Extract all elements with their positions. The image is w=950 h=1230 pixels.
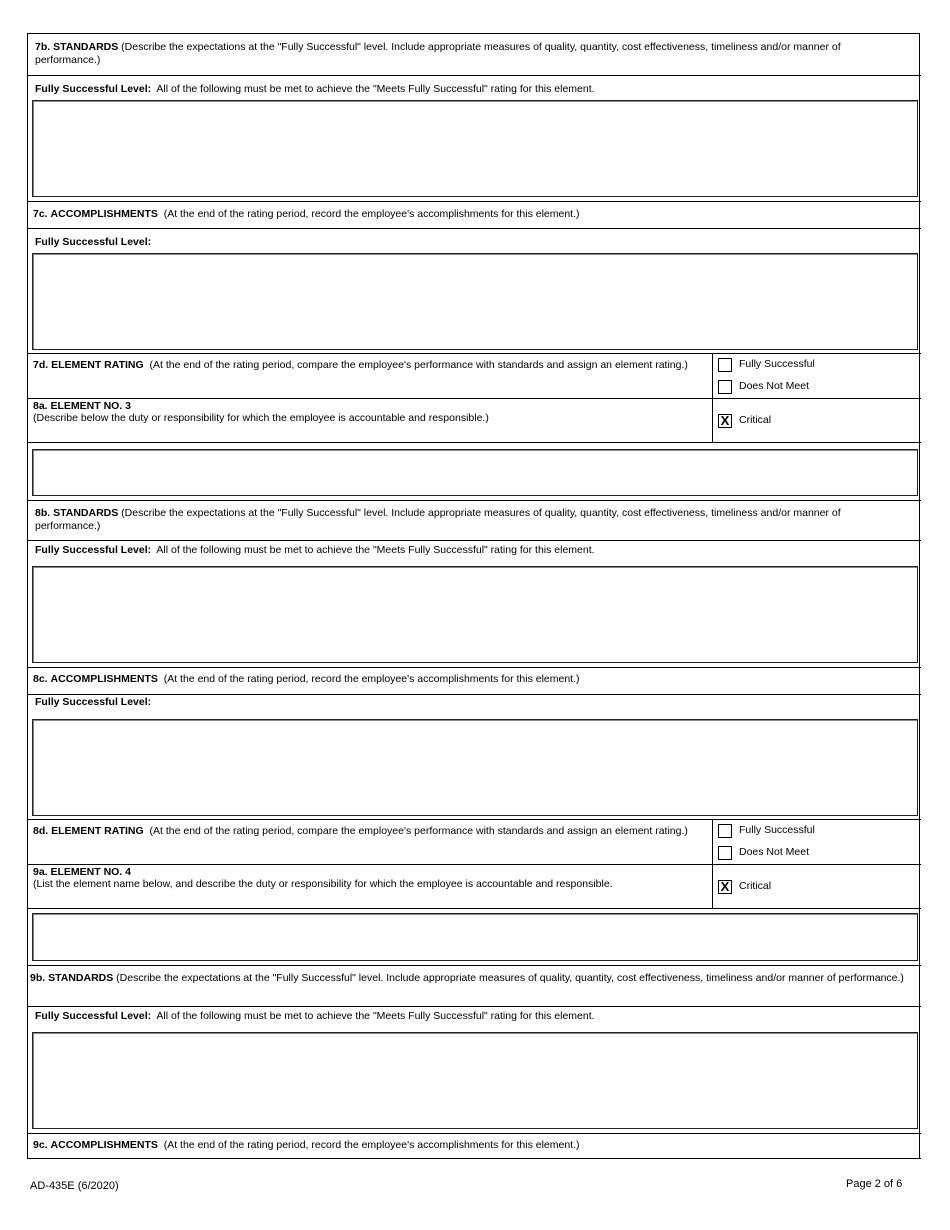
rating-8d-fully-successful-checkbox[interactable] [718, 824, 732, 838]
rating-7d-fully-successful-label: Fully Successful [739, 358, 815, 370]
element-4-critical-checkbox[interactable] [718, 880, 732, 894]
divider [27, 819, 921, 820]
page-number: Page 2 of 6 [846, 1178, 903, 1190]
rating-7d-does-not-meet-label: Does Not Meet [739, 380, 810, 392]
divider [27, 500, 921, 501]
rating-7d-fully-successful-checkbox[interactable] [718, 358, 732, 372]
section-7c-accomplishments-field[interactable] [32, 253, 918, 350]
section-9b-header: 9b. STANDARDS (Describe the expectations at the "Fully Successful" level. Include appropriate measures of quality, quantity, cost effectiveness, timeliness and/or manner of performance.) [30, 972, 904, 984]
section-8b-header-cont: performance.) [35, 520, 101, 532]
form-number: AD-435E (6/2020) [30, 1180, 119, 1192]
divider [27, 965, 921, 966]
section-9b-fs-label: Fully Successful Level: All of the following must be met to achieve the "Meets Fully Successful" rating for this element. [35, 1010, 595, 1022]
divider [27, 201, 921, 202]
section-7b-fs-label: Fully Successful Level: All of the following must be met to achieve the "Meets Fully Successful" rating for this element. [35, 83, 595, 95]
divider [27, 1006, 921, 1007]
divider [27, 908, 921, 909]
section-9a-desc: (List the element name below, and describe the duty or responsibility for which the employee is accountable and responsible. [33, 878, 613, 890]
divider [27, 353, 921, 354]
section-8a-title: 8a. ELEMENT NO. 3 [33, 400, 132, 412]
divider [27, 540, 921, 541]
divider [27, 228, 921, 229]
section-7c-header: 7c. ACCOMPLISHMENTS (At the end of the rating period, record the employee's accomplishments for this element.) [33, 208, 580, 220]
divider [27, 864, 921, 865]
rating-7d-does-not-meet-checkbox[interactable] [718, 380, 732, 394]
section-7c-fs-label: Fully Successful Level: [35, 236, 152, 248]
divider [27, 1133, 921, 1134]
element-3-critical-checkbox[interactable] [718, 414, 732, 428]
divider [27, 694, 921, 695]
rating-8d-fully-successful-label: Fully Successful [739, 824, 815, 836]
section-8a-desc: (Describe below the duty or responsibility for which the employee is accountable and responsible.) [33, 412, 489, 424]
element-4-critical-label: Critical [739, 880, 772, 892]
divider [27, 442, 921, 443]
divider [27, 75, 921, 76]
section-9b-standards-field[interactable] [32, 1032, 918, 1129]
check-mark-icon: X [720, 879, 730, 894]
section-8c-header: 8c. ACCOMPLISHMENTS (At the end of the rating period, record the employee's accomplishments for this element.) [33, 673, 580, 685]
rating-8d-does-not-meet-label: Does Not Meet [739, 846, 810, 858]
section-8b-fs-label: Fully Successful Level: All of the following must be met to achieve the "Meets Fully Successful" rating for this element. [35, 544, 595, 556]
section-7b-standards-field[interactable] [32, 100, 918, 197]
element-3-critical-label: Critical [739, 414, 772, 426]
section-8a-element-field[interactable] [32, 449, 918, 496]
section-7b-header: 7b. STANDARDS (Describe the expectations at the "Fully Successful" level. Include appropriate measures of quality, quantity, cost effectiveness, timeliness and/or manner of [35, 41, 841, 53]
check-mark-icon: X [720, 413, 730, 428]
section-8c-fs-label: Fully Successful Level: [35, 696, 152, 708]
divider [27, 667, 921, 668]
rating-8d-does-not-meet-checkbox[interactable] [718, 846, 732, 860]
section-9a-title: 9a. ELEMENT NO. 4 [33, 866, 132, 878]
divider [27, 398, 921, 399]
section-7d-header: 7d. ELEMENT RATING (At the end of the rating period, compare the employee's performance with standards and assign an element rating.) [33, 359, 688, 371]
section-8b-standards-field[interactable] [32, 566, 918, 663]
section-9c-header: 9c. ACCOMPLISHMENTS (At the end of the rating period, record the employee's accomplishments for this element.) [33, 1139, 580, 1151]
section-7b-header-cont: performance.) [35, 54, 101, 66]
section-8c-accomplishments-field[interactable] [32, 719, 918, 816]
section-8d-header: 8d. ELEMENT RATING (At the end of the rating period, compare the employee's performance with standards and assign an element rating.) [33, 825, 688, 837]
section-9a-element-field[interactable] [32, 913, 918, 961]
section-8b-header: 8b. STANDARDS (Describe the expectations at the "Fully Successful" level. Include appropriate measures of quality, quantity, cost effectiveness, timeliness and/or manner of [35, 507, 841, 519]
divider [27, 1158, 921, 1159]
